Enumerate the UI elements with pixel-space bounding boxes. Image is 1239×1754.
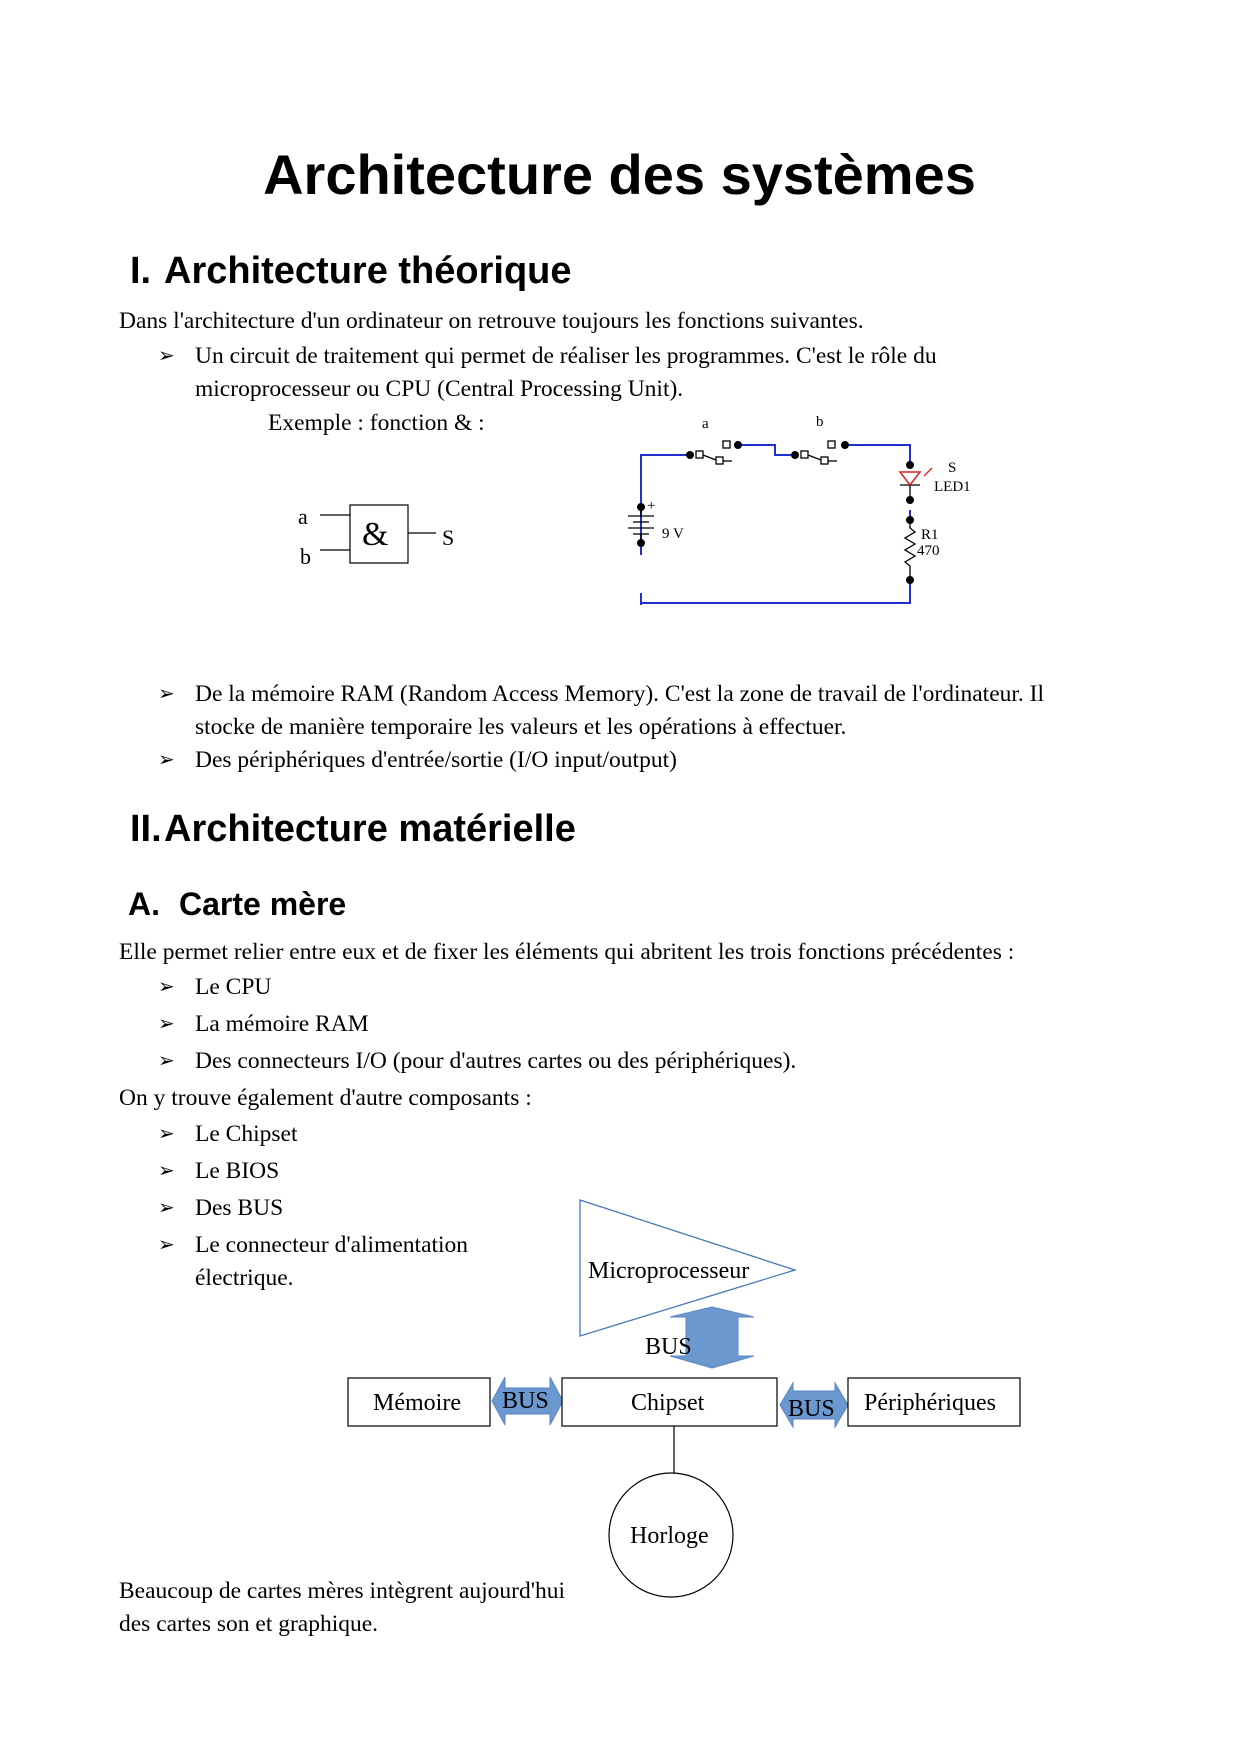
- resistor-name: R1: [921, 527, 939, 543]
- page-title: Architecture des systèmes: [263, 143, 976, 206]
- section1-number: I.: [130, 250, 152, 292]
- section2-intro: Elle permet relier entre eux et de fixer les éléments qui abritent les trois fonctions précédentes :: [119, 939, 1015, 965]
- motherboard-diagram: [340, 1190, 1030, 1610]
- arrow-bullet-icon: ➢: [158, 345, 175, 367]
- memory-label: Mémoire: [373, 1390, 461, 1416]
- arrow-bullet-icon: ➢: [158, 1197, 175, 1219]
- bus-label-right: BUS: [788, 1396, 835, 1422]
- section2-number: II.: [130, 808, 162, 850]
- led-output-label: S: [948, 460, 957, 476]
- arrow-bullet-icon: ➢: [158, 1234, 175, 1256]
- arrow-bullet-icon: ➢: [158, 683, 175, 705]
- list-item: ➢ Le BIOS: [195, 1155, 279, 1188]
- list-item: [158, 678, 1045, 744]
- arrow-bullet-icon: ➢: [158, 976, 175, 998]
- list-item: ➢ Le connecteur d'alimentation électrique.: [195, 1229, 468, 1295]
- example-label: Exemple : fonction & :: [268, 410, 485, 436]
- gate-symbol: &: [362, 516, 389, 553]
- clock-label: Horloge: [630, 1523, 709, 1549]
- section2-intro2: On y trouve également d'autre composants :: [119, 1085, 532, 1111]
- subsection-a-number: A.: [128, 886, 160, 922]
- bullet-text: microprocesseur ou CPU (Central Processing Unit).: [195, 376, 684, 402]
- arrow-bullet-icon: ➢: [158, 1160, 175, 1182]
- led-name: LED1: [934, 479, 971, 495]
- gate-input-a: a: [298, 504, 308, 529]
- gate-input-b: b: [300, 544, 311, 569]
- circuit-diagram: [620, 410, 980, 610]
- bullet-text: Des périphériques d'entrée/sortie (I/O input/output): [195, 747, 677, 773]
- resistor-value: 470: [917, 543, 940, 559]
- chipset-label: Chipset: [631, 1390, 705, 1416]
- peripherals-label: Périphériques: [864, 1390, 996, 1416]
- and-gate-diagram: [290, 495, 470, 575]
- bus-label-left: BUS: [502, 1388, 549, 1414]
- bullet-text: De la mémoire RAM (Random Access Memory). C'est la zone de travail de l'ordinateur. Il: [195, 681, 1045, 707]
- cpu-label: Microprocesseur: [588, 1258, 750, 1284]
- battery-plus: +: [647, 498, 656, 514]
- arrow-bullet-icon: ➢: [158, 1013, 175, 1035]
- battery-voltage: 9 V: [662, 526, 684, 542]
- footer-note: Beaucoup de cartes mères intègrent aujourd'hui des cartes son et graphique.: [119, 1578, 565, 1637]
- switch-b-label: b: [816, 414, 824, 430]
- section2-heading: Architecture matérielle: [164, 808, 576, 850]
- list-item: ➢ Le CPU: [195, 971, 271, 1004]
- section1-intro: Dans l'architecture d'un ordinateur on retrouve toujours les fonctions suivantes.: [119, 308, 864, 334]
- section1-heading: Architecture théorique: [164, 250, 572, 292]
- switch-a-label: a: [702, 416, 709, 432]
- list-item: [158, 744, 677, 777]
- bullet-text: Un circuit de traitement qui permet de réaliser les programmes. C'est le rôle du: [195, 343, 937, 369]
- gate-output: S: [442, 525, 455, 550]
- arrow-bullet-icon: ➢: [158, 1123, 175, 1145]
- list-item: ➢ Le Chipset: [195, 1118, 297, 1151]
- bullet-text: stocke de manière temporaire les valeurs et les opérations à effectuer.: [195, 714, 847, 740]
- list-item: [158, 340, 937, 406]
- bus-label-vertical: BUS: [645, 1334, 692, 1360]
- list-item: ➢ La mémoire RAM: [195, 1008, 369, 1041]
- list-item: ➢ Des connecteurs I/O (pour d'autres cartes ou des périphériques).: [195, 1045, 796, 1078]
- subsection-a-heading: Carte mère: [179, 886, 347, 922]
- arrow-bullet-icon: ➢: [158, 1050, 175, 1072]
- arrow-bullet-icon: ➢: [158, 749, 175, 771]
- list-item: ➢ Des BUS: [195, 1192, 283, 1225]
